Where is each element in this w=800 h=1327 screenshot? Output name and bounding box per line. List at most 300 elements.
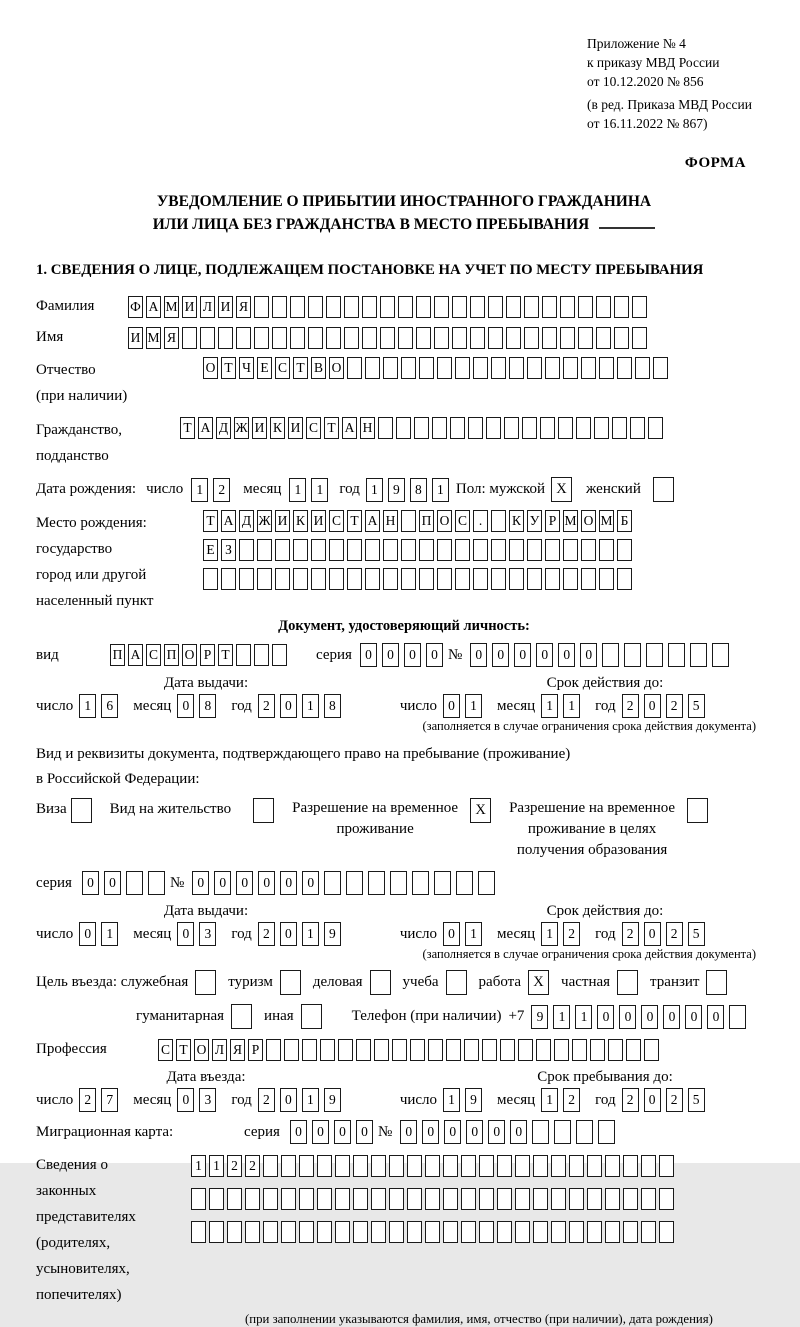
- char-cell[interactable]: О: [581, 510, 596, 532]
- char-cell[interactable]: [527, 568, 542, 590]
- char-cell[interactable]: [209, 1221, 224, 1243]
- char-cell[interactable]: [416, 296, 431, 318]
- char-cell[interactable]: [479, 1188, 494, 1210]
- char-cell[interactable]: Ч: [239, 357, 254, 379]
- char-cell[interactable]: [389, 1155, 404, 1177]
- char-cell[interactable]: [598, 1120, 615, 1144]
- char-cell[interactable]: 1: [302, 1088, 319, 1112]
- char-cell[interactable]: [551, 1188, 566, 1210]
- char-cell[interactable]: [632, 296, 647, 318]
- char-cell[interactable]: [509, 568, 524, 590]
- char-cell[interactable]: [581, 357, 596, 379]
- char-cell[interactable]: [414, 417, 429, 439]
- char-cell[interactable]: [299, 1155, 314, 1177]
- char-cell[interactable]: [491, 510, 506, 532]
- char-cell[interactable]: 0: [258, 871, 275, 895]
- purpose-study-checkbox[interactable]: [446, 970, 467, 995]
- char-cell[interactable]: [326, 327, 341, 349]
- char-cell[interactable]: [461, 1155, 476, 1177]
- char-cell[interactable]: [275, 539, 290, 561]
- char-cell[interactable]: [630, 417, 645, 439]
- char-cell[interactable]: [560, 296, 575, 318]
- char-cell[interactable]: [533, 1221, 548, 1243]
- char-cell[interactable]: Я: [236, 296, 251, 318]
- char-cell[interactable]: [416, 327, 431, 349]
- char-cell[interactable]: [509, 539, 524, 561]
- char-cell[interactable]: С: [275, 357, 290, 379]
- char-cell[interactable]: Р: [200, 644, 215, 666]
- char-cell[interactable]: Т: [203, 510, 218, 532]
- char-cell[interactable]: Т: [221, 357, 236, 379]
- char-cell[interactable]: 2: [666, 922, 683, 946]
- char-cell[interactable]: [425, 1221, 440, 1243]
- char-cell[interactable]: [542, 296, 557, 318]
- char-cell[interactable]: [272, 327, 287, 349]
- purpose-private-checkbox[interactable]: [617, 970, 638, 995]
- char-cell[interactable]: [602, 643, 619, 667]
- char-cell[interactable]: А: [342, 417, 357, 439]
- char-cell[interactable]: 0: [466, 1120, 483, 1144]
- char-cell[interactable]: 0: [404, 643, 421, 667]
- char-cell[interactable]: 0: [536, 643, 553, 667]
- char-cell[interactable]: [617, 357, 632, 379]
- char-cell[interactable]: [236, 644, 251, 666]
- char-cell[interactable]: [353, 1188, 368, 1210]
- char-cell[interactable]: О: [329, 357, 344, 379]
- char-cell[interactable]: [347, 568, 362, 590]
- char-cell[interactable]: 6: [101, 694, 118, 718]
- char-cell[interactable]: [712, 643, 729, 667]
- char-cell[interactable]: 0: [312, 1120, 329, 1144]
- char-cell[interactable]: 0: [177, 1088, 194, 1112]
- char-cell[interactable]: [500, 1039, 515, 1061]
- char-cell[interactable]: [653, 357, 668, 379]
- char-cell[interactable]: 1: [302, 922, 319, 946]
- char-cell[interactable]: [551, 1155, 566, 1177]
- char-cell[interactable]: 0: [360, 643, 377, 667]
- char-cell[interactable]: [371, 1221, 386, 1243]
- char-cell[interactable]: [434, 327, 449, 349]
- char-cell[interactable]: [468, 417, 483, 439]
- char-cell[interactable]: 2: [563, 922, 580, 946]
- char-cell[interactable]: [299, 1221, 314, 1243]
- char-cell[interactable]: [126, 871, 143, 895]
- char-cell[interactable]: А: [146, 296, 161, 318]
- char-cell[interactable]: 0: [192, 871, 209, 895]
- char-cell[interactable]: 0: [334, 1120, 351, 1144]
- char-cell[interactable]: Р: [248, 1039, 263, 1061]
- char-cell[interactable]: [470, 327, 485, 349]
- char-cell[interactable]: [563, 568, 578, 590]
- char-cell[interactable]: 1: [563, 694, 580, 718]
- char-cell[interactable]: 0: [280, 922, 297, 946]
- char-cell[interactable]: [398, 296, 413, 318]
- char-cell[interactable]: [533, 1155, 548, 1177]
- char-cell[interactable]: 0: [356, 1120, 373, 1144]
- char-cell[interactable]: [473, 539, 488, 561]
- char-cell[interactable]: [641, 1155, 656, 1177]
- char-cell[interactable]: 7: [101, 1088, 118, 1112]
- char-cell[interactable]: И: [288, 417, 303, 439]
- char-cell[interactable]: [659, 1221, 674, 1243]
- char-cell[interactable]: [200, 327, 215, 349]
- char-cell[interactable]: [380, 327, 395, 349]
- char-cell[interactable]: 0: [641, 1005, 658, 1029]
- char-cell[interactable]: [236, 327, 251, 349]
- char-cell[interactable]: [401, 568, 416, 590]
- char-cell[interactable]: [257, 568, 272, 590]
- char-cell[interactable]: [293, 568, 308, 590]
- char-cell[interactable]: [478, 871, 495, 895]
- char-cell[interactable]: [524, 327, 539, 349]
- char-cell[interactable]: Я: [230, 1039, 245, 1061]
- char-cell[interactable]: [218, 327, 233, 349]
- char-cell[interactable]: Т: [293, 357, 308, 379]
- char-cell[interactable]: [509, 357, 524, 379]
- char-cell[interactable]: [488, 327, 503, 349]
- char-cell[interactable]: [396, 417, 411, 439]
- char-cell[interactable]: О: [203, 357, 218, 379]
- char-cell[interactable]: 0: [488, 1120, 505, 1144]
- char-cell[interactable]: Т: [176, 1039, 191, 1061]
- char-cell[interactable]: Л: [212, 1039, 227, 1061]
- char-cell[interactable]: Ж: [257, 510, 272, 532]
- char-cell[interactable]: С: [306, 417, 321, 439]
- char-cell[interactable]: [614, 296, 629, 318]
- char-cell[interactable]: [239, 568, 254, 590]
- char-cell[interactable]: 0: [514, 643, 531, 667]
- char-cell[interactable]: [437, 357, 452, 379]
- char-cell[interactable]: [515, 1155, 530, 1177]
- char-cell[interactable]: [371, 1155, 386, 1177]
- char-cell[interactable]: [623, 1155, 638, 1177]
- char-cell[interactable]: 2: [79, 1088, 96, 1112]
- char-cell[interactable]: 0: [426, 643, 443, 667]
- char-cell[interactable]: [522, 417, 537, 439]
- char-cell[interactable]: 0: [558, 643, 575, 667]
- char-cell[interactable]: 2: [258, 1088, 275, 1112]
- char-cell[interactable]: [401, 357, 416, 379]
- char-cell[interactable]: 1: [553, 1005, 570, 1029]
- char-cell[interactable]: .: [473, 510, 488, 532]
- char-cell[interactable]: 1: [289, 478, 306, 502]
- char-cell[interactable]: [254, 327, 269, 349]
- char-cell[interactable]: [576, 417, 591, 439]
- char-cell[interactable]: [329, 539, 344, 561]
- char-cell[interactable]: И: [182, 296, 197, 318]
- char-cell[interactable]: [428, 1039, 443, 1061]
- char-cell[interactable]: [623, 1188, 638, 1210]
- char-cell[interactable]: 0: [280, 694, 297, 718]
- char-cell[interactable]: [612, 417, 627, 439]
- char-cell[interactable]: П: [419, 510, 434, 532]
- char-cell[interactable]: Ж: [234, 417, 249, 439]
- char-cell[interactable]: 2: [258, 922, 275, 946]
- char-cell[interactable]: 3: [199, 1088, 216, 1112]
- char-cell[interactable]: [569, 1188, 584, 1210]
- char-cell[interactable]: [434, 296, 449, 318]
- char-cell[interactable]: [587, 1188, 602, 1210]
- char-cell[interactable]: О: [182, 644, 197, 666]
- char-cell[interactable]: [473, 568, 488, 590]
- char-cell[interactable]: [497, 1221, 512, 1243]
- char-cell[interactable]: [365, 357, 380, 379]
- char-cell[interactable]: 1: [432, 478, 449, 502]
- char-cell[interactable]: 1: [443, 1088, 460, 1112]
- char-cell[interactable]: С: [455, 510, 470, 532]
- char-cell[interactable]: 0: [707, 1005, 724, 1029]
- purpose-work-checkbox[interactable]: X: [528, 970, 549, 995]
- char-cell[interactable]: 1: [541, 1088, 558, 1112]
- purpose-humanitarian-checkbox[interactable]: [231, 1004, 252, 1029]
- char-cell[interactable]: Д: [239, 510, 254, 532]
- char-cell[interactable]: [378, 417, 393, 439]
- char-cell[interactable]: [572, 1039, 587, 1061]
- char-cell[interactable]: [419, 539, 434, 561]
- char-cell[interactable]: [644, 1039, 659, 1061]
- char-cell[interactable]: 2: [666, 1088, 683, 1112]
- char-cell[interactable]: [594, 417, 609, 439]
- char-cell[interactable]: [456, 871, 473, 895]
- char-cell[interactable]: А: [198, 417, 213, 439]
- char-cell[interactable]: [558, 417, 573, 439]
- char-cell[interactable]: [578, 327, 593, 349]
- char-cell[interactable]: 0: [644, 1088, 661, 1112]
- char-cell[interactable]: 1: [366, 478, 383, 502]
- gender-male-checkbox[interactable]: X: [551, 477, 572, 502]
- char-cell[interactable]: 2: [622, 1088, 639, 1112]
- char-cell[interactable]: П: [110, 644, 125, 666]
- char-cell[interactable]: [335, 1155, 350, 1177]
- char-cell[interactable]: 0: [470, 643, 487, 667]
- char-cell[interactable]: [191, 1221, 206, 1243]
- char-cell[interactable]: И: [218, 296, 233, 318]
- char-cell[interactable]: 1: [465, 922, 482, 946]
- char-cell[interactable]: 0: [644, 922, 661, 946]
- char-cell[interactable]: [254, 644, 269, 666]
- purpose-other-checkbox[interactable]: [301, 1004, 322, 1029]
- char-cell[interactable]: 1: [79, 694, 96, 718]
- char-cell[interactable]: 0: [290, 1120, 307, 1144]
- char-cell[interactable]: [450, 417, 465, 439]
- char-cell[interactable]: 9: [531, 1005, 548, 1029]
- char-cell[interactable]: 0: [492, 643, 509, 667]
- char-cell[interactable]: [608, 1039, 623, 1061]
- char-cell[interactable]: К: [270, 417, 285, 439]
- char-cell[interactable]: 0: [302, 871, 319, 895]
- char-cell[interactable]: [623, 1221, 638, 1243]
- char-cell[interactable]: [392, 1039, 407, 1061]
- char-cell[interactable]: [191, 1188, 206, 1210]
- char-cell[interactable]: 2: [213, 478, 230, 502]
- char-cell[interactable]: [506, 296, 521, 318]
- purpose-transit-checkbox[interactable]: [706, 970, 727, 995]
- char-cell[interactable]: Р: [545, 510, 560, 532]
- char-cell[interactable]: Т: [347, 510, 362, 532]
- char-cell[interactable]: [324, 871, 341, 895]
- char-cell[interactable]: 9: [388, 478, 405, 502]
- char-cell[interactable]: Т: [218, 644, 233, 666]
- char-cell[interactable]: 1: [541, 922, 558, 946]
- char-cell[interactable]: [488, 296, 503, 318]
- char-cell[interactable]: [486, 417, 501, 439]
- char-cell[interactable]: 2: [666, 694, 683, 718]
- char-cell[interactable]: [491, 568, 506, 590]
- char-cell[interactable]: [540, 417, 555, 439]
- purpose-official-checkbox[interactable]: [195, 970, 216, 995]
- char-cell[interactable]: [254, 296, 269, 318]
- char-cell[interactable]: [302, 1039, 317, 1061]
- char-cell[interactable]: [690, 643, 707, 667]
- char-cell[interactable]: [407, 1155, 422, 1177]
- char-cell[interactable]: 0: [382, 643, 399, 667]
- char-cell[interactable]: [383, 539, 398, 561]
- char-cell[interactable]: [326, 296, 341, 318]
- char-cell[interactable]: 0: [580, 643, 597, 667]
- char-cell[interactable]: [245, 1188, 260, 1210]
- char-cell[interactable]: [374, 1039, 389, 1061]
- char-cell[interactable]: [425, 1155, 440, 1177]
- temp-residence-permit-checkbox[interactable]: X: [470, 798, 491, 823]
- char-cell[interactable]: 0: [177, 922, 194, 946]
- char-cell[interactable]: [443, 1155, 458, 1177]
- char-cell[interactable]: [491, 539, 506, 561]
- char-cell[interactable]: 1: [541, 694, 558, 718]
- char-cell[interactable]: И: [311, 510, 326, 532]
- char-cell[interactable]: [407, 1221, 422, 1243]
- char-cell[interactable]: А: [128, 644, 143, 666]
- char-cell[interactable]: 2: [227, 1155, 242, 1177]
- char-cell[interactable]: [624, 643, 641, 667]
- char-cell[interactable]: И: [128, 327, 143, 349]
- char-cell[interactable]: [299, 1188, 314, 1210]
- purpose-tourism-checkbox[interactable]: [280, 970, 301, 995]
- char-cell[interactable]: [545, 568, 560, 590]
- char-cell[interactable]: [506, 327, 521, 349]
- char-cell[interactable]: [432, 417, 447, 439]
- char-cell[interactable]: В: [311, 357, 326, 379]
- char-cell[interactable]: [617, 568, 632, 590]
- char-cell[interactable]: [311, 539, 326, 561]
- char-cell[interactable]: [446, 1039, 461, 1061]
- char-cell[interactable]: 0: [177, 694, 194, 718]
- char-cell[interactable]: [290, 327, 305, 349]
- char-cell[interactable]: [317, 1188, 332, 1210]
- char-cell[interactable]: [455, 568, 470, 590]
- char-cell[interactable]: [410, 1039, 425, 1061]
- char-cell[interactable]: [641, 1188, 656, 1210]
- char-cell[interactable]: [524, 296, 539, 318]
- char-cell[interactable]: [596, 327, 611, 349]
- char-cell[interactable]: [347, 357, 362, 379]
- char-cell[interactable]: [504, 417, 519, 439]
- char-cell[interactable]: [347, 539, 362, 561]
- char-cell[interactable]: [344, 296, 359, 318]
- char-cell[interactable]: [554, 1120, 571, 1144]
- char-cell[interactable]: 5: [688, 1088, 705, 1112]
- char-cell[interactable]: [239, 539, 254, 561]
- char-cell[interactable]: [533, 1188, 548, 1210]
- char-cell[interactable]: [515, 1221, 530, 1243]
- char-cell[interactable]: [368, 871, 385, 895]
- char-cell[interactable]: [371, 1188, 386, 1210]
- char-cell[interactable]: 9: [465, 1088, 482, 1112]
- char-cell[interactable]: [581, 568, 596, 590]
- char-cell[interactable]: Т: [180, 417, 195, 439]
- char-cell[interactable]: И: [275, 510, 290, 532]
- char-cell[interactable]: [320, 1039, 335, 1061]
- char-cell[interactable]: 0: [79, 922, 96, 946]
- char-cell[interactable]: 0: [444, 1120, 461, 1144]
- char-cell[interactable]: 9: [324, 1088, 341, 1112]
- char-cell[interactable]: [590, 1039, 605, 1061]
- char-cell[interactable]: 8: [410, 478, 427, 502]
- char-cell[interactable]: М: [599, 510, 614, 532]
- char-cell[interactable]: [281, 1221, 296, 1243]
- char-cell[interactable]: У: [527, 510, 542, 532]
- char-cell[interactable]: Е: [203, 539, 218, 561]
- char-cell[interactable]: [272, 296, 287, 318]
- char-cell[interactable]: 0: [685, 1005, 702, 1029]
- char-cell[interactable]: М: [563, 510, 578, 532]
- char-cell[interactable]: 0: [400, 1120, 417, 1144]
- edu-residence-permit-checkbox[interactable]: [687, 798, 708, 823]
- char-cell[interactable]: [407, 1188, 422, 1210]
- char-cell[interactable]: [419, 357, 434, 379]
- char-cell[interactable]: [581, 539, 596, 561]
- char-cell[interactable]: Е: [257, 357, 272, 379]
- char-cell[interactable]: [353, 1221, 368, 1243]
- char-cell[interactable]: [545, 539, 560, 561]
- char-cell[interactable]: [578, 296, 593, 318]
- char-cell[interactable]: 3: [199, 922, 216, 946]
- char-cell[interactable]: Ф: [128, 296, 143, 318]
- char-cell[interactable]: [605, 1188, 620, 1210]
- char-cell[interactable]: [452, 327, 467, 349]
- char-cell[interactable]: [659, 1188, 674, 1210]
- char-cell[interactable]: 0: [236, 871, 253, 895]
- char-cell[interactable]: [560, 327, 575, 349]
- char-cell[interactable]: Л: [200, 296, 215, 318]
- char-cell[interactable]: [272, 644, 287, 666]
- char-cell[interactable]: [455, 539, 470, 561]
- char-cell[interactable]: 1: [302, 694, 319, 718]
- char-cell[interactable]: [209, 1188, 224, 1210]
- char-cell[interactable]: [362, 327, 377, 349]
- char-cell[interactable]: [311, 568, 326, 590]
- char-cell[interactable]: [398, 327, 413, 349]
- char-cell[interactable]: [635, 357, 650, 379]
- char-cell[interactable]: С: [146, 644, 161, 666]
- char-cell[interactable]: [461, 1188, 476, 1210]
- char-cell[interactable]: [554, 1039, 569, 1061]
- char-cell[interactable]: 8: [199, 694, 216, 718]
- char-cell[interactable]: [329, 568, 344, 590]
- char-cell[interactable]: [614, 327, 629, 349]
- char-cell[interactable]: [365, 539, 380, 561]
- char-cell[interactable]: [569, 1221, 584, 1243]
- char-cell[interactable]: [596, 296, 611, 318]
- char-cell[interactable]: [266, 1039, 281, 1061]
- char-cell[interactable]: [389, 1188, 404, 1210]
- char-cell[interactable]: К: [293, 510, 308, 532]
- char-cell[interactable]: [515, 1188, 530, 1210]
- char-cell[interactable]: [182, 327, 197, 349]
- char-cell[interactable]: [527, 357, 542, 379]
- char-cell[interactable]: Т: [324, 417, 339, 439]
- char-cell[interactable]: [605, 1221, 620, 1243]
- char-cell[interactable]: [563, 539, 578, 561]
